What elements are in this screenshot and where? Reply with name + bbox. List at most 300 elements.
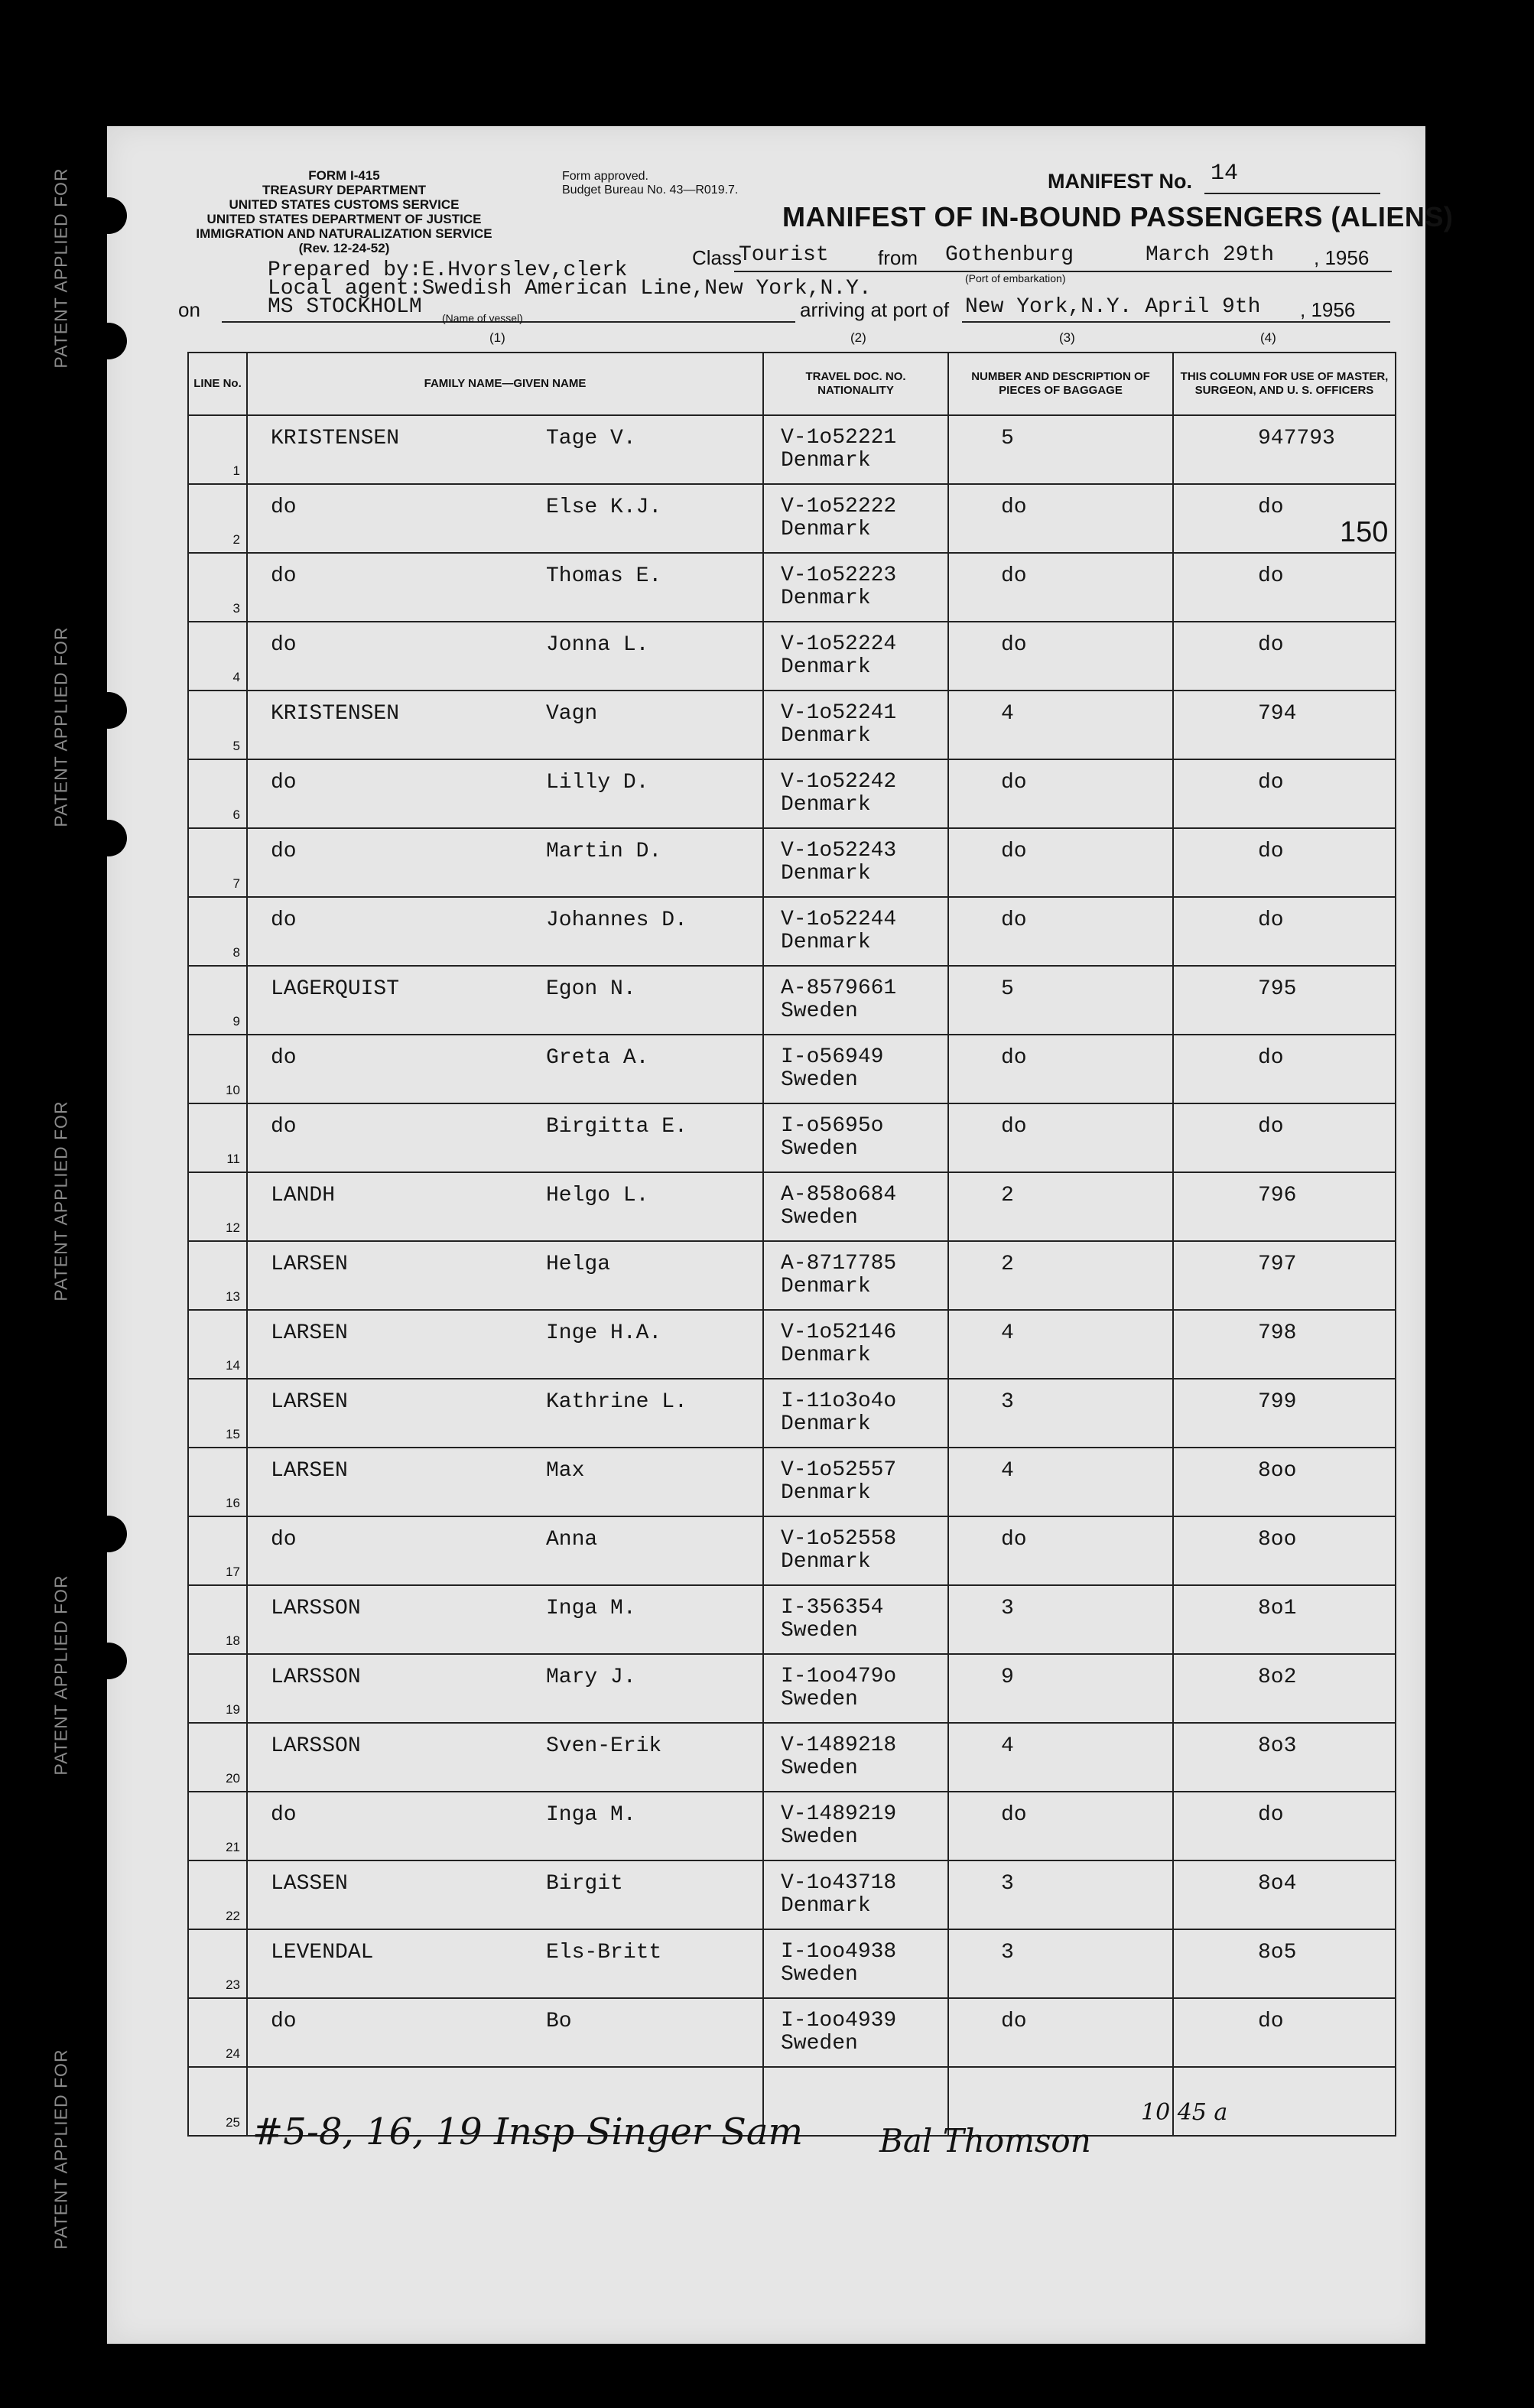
doc-cell xyxy=(763,553,948,622)
officer-mark: 8o5 xyxy=(1258,1941,1297,1964)
line-cell xyxy=(188,415,247,484)
name-cell xyxy=(247,1998,763,2067)
line-number: 1 xyxy=(232,463,240,478)
class-value: Tourist xyxy=(739,243,829,267)
baggage-count: 4 xyxy=(1001,1734,1014,1758)
travel-doc xyxy=(781,1941,896,1987)
form-approved xyxy=(562,170,738,197)
travel-doc xyxy=(781,771,896,817)
baggage-cell xyxy=(948,1998,1173,2067)
family-name: do xyxy=(271,840,297,863)
officer-mark: do xyxy=(1258,1046,1284,1070)
family-name: do xyxy=(271,633,297,657)
family-name: LASSEN xyxy=(271,1872,348,1896)
travel-doc xyxy=(781,977,896,1023)
baggage-cell xyxy=(948,415,1173,484)
table-row xyxy=(188,1516,1396,1585)
from-label: from xyxy=(878,246,918,269)
nationality: Denmark xyxy=(781,655,871,679)
prepared-by: Prepared by:E.Hvorslev,clerk xyxy=(268,258,628,282)
name-cell xyxy=(247,1448,763,1516)
nationality: Denmark xyxy=(781,931,871,954)
baggage-count: 3 xyxy=(1001,1597,1014,1620)
officer-cell xyxy=(1173,1379,1396,1448)
given-name: Bo xyxy=(546,2010,572,2033)
header-doc: TRAVEL DOC. NO. NATIONALITY xyxy=(763,353,948,415)
line-number: 14 xyxy=(226,1358,240,1373)
name-cell xyxy=(247,1585,763,1654)
family-name: do xyxy=(271,771,297,795)
travel-doc xyxy=(781,908,896,954)
doc-cell xyxy=(763,1654,948,1723)
given-name: Inga M. xyxy=(546,1597,636,1620)
baggage-count: 9 xyxy=(1001,1665,1014,1689)
line-number: 20 xyxy=(226,1771,240,1786)
baggage-count: do xyxy=(1001,496,1027,519)
doc-cell xyxy=(763,1516,948,1585)
doc-number: V-1o52241 xyxy=(781,701,897,725)
doc-cell xyxy=(763,1103,948,1172)
doc-number: V-1o52224 xyxy=(781,632,897,656)
punch-hole xyxy=(90,692,127,729)
given-name: Max xyxy=(546,1459,585,1483)
doc-cell xyxy=(763,1448,948,1516)
table-row xyxy=(188,1172,1396,1241)
travel-doc xyxy=(781,1803,896,1849)
baggage-cell xyxy=(948,1448,1173,1516)
name-cell xyxy=(247,484,763,553)
line-number: 3 xyxy=(232,601,240,616)
name-cell xyxy=(247,553,763,622)
nationality: Denmark xyxy=(781,724,871,748)
officer-cell xyxy=(1173,1241,1396,1310)
officer-mark: do xyxy=(1258,1115,1284,1139)
table-row xyxy=(188,1035,1396,1103)
doc-number: V-1o52222 xyxy=(781,495,897,518)
punch-hole xyxy=(90,323,127,359)
line-number: 24 xyxy=(226,2046,240,2061)
dept-treasury: TREASURY DEPARTMENT xyxy=(262,183,427,197)
officer-mark: 8oo xyxy=(1258,1459,1297,1483)
nationality: Sweden xyxy=(781,1756,858,1780)
baggage-cell xyxy=(948,1241,1173,1310)
officer-cell xyxy=(1173,1310,1396,1379)
family-name: do xyxy=(271,1803,297,1827)
officer-cell xyxy=(1173,553,1396,622)
line-number: 21 xyxy=(226,1840,240,1854)
table-row xyxy=(188,1723,1396,1792)
officer-mark: 8o3 xyxy=(1258,1734,1297,1758)
officer-mark: 799 xyxy=(1258,1390,1297,1414)
line-cell xyxy=(188,1379,247,1448)
line-number: 8 xyxy=(232,945,240,960)
doc-cell xyxy=(763,759,948,828)
departure-year: , 1956 xyxy=(1314,246,1370,269)
baggage-count: do xyxy=(1001,840,1027,863)
nationality: Sweden xyxy=(781,1963,858,1987)
line-number: 23 xyxy=(226,1977,240,1992)
name-cell xyxy=(247,897,763,966)
line-cell xyxy=(188,484,247,553)
travel-doc xyxy=(781,702,896,748)
officer-mark: do xyxy=(1258,564,1284,588)
line-number: 5 xyxy=(232,739,240,753)
travel-doc xyxy=(781,1597,883,1643)
nationality: Denmark xyxy=(781,862,871,886)
officer-cell xyxy=(1173,1172,1396,1241)
travel-doc xyxy=(781,1734,896,1780)
officer-cell xyxy=(1173,897,1396,966)
header-line-no: LINE No. xyxy=(188,353,247,415)
baggage-count: 2 xyxy=(1001,1184,1014,1207)
doc-cell xyxy=(763,1310,948,1379)
travel-doc xyxy=(781,1253,896,1298)
officer-mark: 794 xyxy=(1258,702,1297,726)
officer-cell xyxy=(1173,484,1396,553)
given-name: Martin D. xyxy=(546,840,662,863)
inspection-time: 10 45 a xyxy=(1141,2099,1228,2126)
officer-mark: do xyxy=(1258,1803,1284,1827)
given-name: Birgit xyxy=(546,1872,623,1896)
nationality: Sweden xyxy=(781,1137,858,1161)
name-cell xyxy=(247,1103,763,1172)
doc-number: I-356354 xyxy=(781,1596,884,1620)
nationality: Sweden xyxy=(781,2032,858,2055)
doc-number: A-858o684 xyxy=(781,1183,897,1207)
dept-justice: UNITED STATES DEPARTMENT OF JUSTICE xyxy=(206,212,482,226)
form-id: FORM I-415 xyxy=(308,168,380,183)
doc-number: I-1oo479o xyxy=(781,1665,897,1688)
nationality: Denmark xyxy=(781,1344,871,1367)
officer-cell xyxy=(1173,1723,1396,1792)
arrival-underline xyxy=(962,321,1390,323)
travel-doc xyxy=(781,840,896,886)
doc-cell xyxy=(763,1723,948,1792)
line-number: 18 xyxy=(226,1633,240,1648)
family-name: LARSEN xyxy=(271,1459,348,1483)
family-name: do xyxy=(271,908,297,932)
line-cell xyxy=(188,759,247,828)
family-name: LARSEN xyxy=(271,1253,348,1276)
line-cell xyxy=(188,966,247,1035)
port-embark-caption: (Port of embarkation) xyxy=(965,272,1066,284)
family-name: LARSSON xyxy=(271,1597,361,1620)
travel-doc xyxy=(781,1459,896,1505)
vessel-name: MS STOCKHOLM xyxy=(268,295,422,319)
doc-cell xyxy=(763,1241,948,1310)
side-label: PATENT APPLIED FOR xyxy=(50,626,71,827)
nationality: Denmark xyxy=(781,518,871,541)
line-cell xyxy=(188,1103,247,1172)
officer-mark: 795 xyxy=(1258,977,1297,1001)
table-row xyxy=(188,897,1396,966)
baggage-cell xyxy=(948,966,1173,1035)
name-cell xyxy=(247,691,763,759)
doc-cell xyxy=(763,1860,948,1929)
line-cell xyxy=(188,1929,247,1998)
manifest-underline xyxy=(1204,193,1380,194)
name-cell xyxy=(247,1860,763,1929)
baggage-cell xyxy=(948,1723,1173,1792)
table-row xyxy=(188,1310,1396,1379)
on-label: on xyxy=(178,298,200,321)
class-label: Class xyxy=(692,246,743,269)
doc-cell xyxy=(763,1929,948,1998)
baggage-count: do xyxy=(1001,2010,1027,2033)
given-name: Thomas E. xyxy=(546,564,662,588)
col-num-1: (1) xyxy=(489,330,505,345)
line-cell xyxy=(188,622,247,691)
baggage-count: 5 xyxy=(1001,977,1014,1001)
travel-doc xyxy=(781,564,896,610)
punch-hole xyxy=(90,820,127,856)
family-name: KRISTENSEN xyxy=(271,427,400,450)
doc-number: V-1o52146 xyxy=(781,1321,897,1344)
line-cell xyxy=(188,1723,247,1792)
line-cell xyxy=(188,897,247,966)
baggage-count: 4 xyxy=(1001,1459,1014,1483)
officer-mark: do xyxy=(1258,840,1284,863)
baggage-count: do xyxy=(1001,1115,1027,1139)
officer-cell xyxy=(1173,1585,1396,1654)
officer-mark: 8oo xyxy=(1258,1528,1297,1552)
table-row xyxy=(188,1448,1396,1516)
family-name: do xyxy=(271,1046,297,1070)
col-num-3: (3) xyxy=(1059,330,1075,345)
officer-cell xyxy=(1173,1792,1396,1860)
doc-cell xyxy=(763,828,948,897)
officer-cell xyxy=(1173,1654,1396,1723)
baggage-cell xyxy=(948,1516,1173,1585)
punch-hole xyxy=(90,197,127,234)
table-row xyxy=(188,1860,1396,1929)
line-cell xyxy=(188,1448,247,1516)
family-name: LARSEN xyxy=(271,1390,348,1414)
baggage-cell xyxy=(948,897,1173,966)
line-number: 25 xyxy=(226,2115,240,2130)
name-cell xyxy=(247,1035,763,1103)
line-number: 7 xyxy=(232,876,240,891)
line-cell xyxy=(188,1998,247,2067)
header-name: FAMILY NAME—GIVEN NAME xyxy=(247,353,763,415)
approved-line: Form approved. xyxy=(562,170,648,183)
officer-mark: 8o1 xyxy=(1258,1597,1297,1620)
margin-number: 150 xyxy=(1340,516,1389,548)
doc-number: V-1o52558 xyxy=(781,1527,897,1551)
doc-number: V-1o52242 xyxy=(781,770,897,794)
table-row xyxy=(188,691,1396,759)
side-label: PATENT APPLIED FOR xyxy=(50,1574,71,1776)
travel-doc xyxy=(781,1321,896,1367)
doc-cell xyxy=(763,1035,948,1103)
given-name: Helga xyxy=(546,1253,611,1276)
line-cell xyxy=(188,1792,247,1860)
travel-doc xyxy=(781,496,896,541)
nationality: Denmark xyxy=(781,449,871,473)
line-number: 12 xyxy=(226,1220,240,1235)
baggage-cell xyxy=(948,1929,1173,1998)
line-cell xyxy=(188,691,247,759)
baggage-cell xyxy=(948,1035,1173,1103)
officer-cell xyxy=(1173,622,1396,691)
baggage-count: 3 xyxy=(1001,1390,1014,1414)
line-cell xyxy=(188,1241,247,1310)
col-num-2: (2) xyxy=(850,330,866,345)
baggage-count: 2 xyxy=(1001,1253,1014,1276)
baggage-cell xyxy=(948,622,1173,691)
given-name: Inga M. xyxy=(546,1803,636,1827)
doc-cell xyxy=(763,484,948,553)
header-baggage: NUMBER AND DESCRIPTION OF PIECES OF BAGGAGE xyxy=(948,353,1173,415)
officer-cell xyxy=(1173,1035,1396,1103)
nationality: Denmark xyxy=(781,1481,871,1505)
baggage-cell xyxy=(948,484,1173,553)
baggage-cell xyxy=(948,1379,1173,1448)
arrival-port-date: New York,N.Y. April 9th xyxy=(965,295,1261,319)
officer-signature: Bal Thomson xyxy=(879,2122,1091,2159)
name-cell xyxy=(247,415,763,484)
given-name: Anna xyxy=(546,1528,598,1552)
line-cell xyxy=(188,1035,247,1103)
name-cell xyxy=(247,828,763,897)
table-row xyxy=(188,1585,1396,1654)
given-name: Kathrine L. xyxy=(546,1390,687,1414)
baggage-cell xyxy=(948,1103,1173,1172)
nationality: Denmark xyxy=(781,1550,871,1574)
baggage-cell xyxy=(948,553,1173,622)
officer-cell xyxy=(1173,691,1396,759)
officer-mark: do xyxy=(1258,771,1284,795)
doc-number: I-o5695o xyxy=(781,1114,884,1138)
baggage-cell xyxy=(948,1310,1173,1379)
doc-number: I-11o3o4o xyxy=(781,1389,897,1413)
family-name: do xyxy=(271,496,297,519)
baggage-cell xyxy=(948,1654,1173,1723)
nationality: Denmark xyxy=(781,587,871,610)
name-cell xyxy=(247,1654,763,1723)
officer-mark: do xyxy=(1258,633,1284,657)
manifest-table-area xyxy=(187,352,1395,2176)
given-name: Johannes D. xyxy=(546,908,687,932)
line-number: 2 xyxy=(232,532,240,547)
line-number: 9 xyxy=(232,1014,240,1029)
form-header-block xyxy=(184,168,505,255)
table-header-row xyxy=(188,353,1396,415)
line-number: 10 xyxy=(226,1083,240,1097)
officer-cell xyxy=(1173,759,1396,828)
family-name: do xyxy=(271,2010,297,2033)
table-row xyxy=(188,622,1396,691)
given-name: Mary J. xyxy=(546,1665,636,1689)
officer-cell xyxy=(1173,415,1396,484)
baggage-count: do xyxy=(1001,908,1027,932)
family-name: LARSEN xyxy=(271,1321,348,1345)
departure-date: March 29th xyxy=(1146,243,1275,267)
doc-number: V-1o52221 xyxy=(781,426,897,450)
punch-hole xyxy=(90,1516,127,1552)
nationality: Sweden xyxy=(781,1206,858,1230)
family-name: do xyxy=(271,1528,297,1552)
line-cell xyxy=(188,828,247,897)
line-number: 6 xyxy=(232,808,240,822)
baggage-count: do xyxy=(1001,1046,1027,1070)
doc-cell xyxy=(763,415,948,484)
officer-cell xyxy=(1173,1448,1396,1516)
doc-cell xyxy=(763,1998,948,2067)
officer-cell xyxy=(1173,828,1396,897)
name-cell xyxy=(247,1929,763,1998)
family-name: KRISTENSEN xyxy=(271,702,400,726)
dept-customs: UNITED STATES CUSTOMS SERVICE xyxy=(229,197,460,212)
doc-number: I-o56949 xyxy=(781,1045,884,1069)
line-cell xyxy=(188,1310,247,1379)
travel-doc xyxy=(781,1046,883,1092)
travel-doc xyxy=(781,1115,883,1161)
officer-cell xyxy=(1173,1998,1396,2067)
baggage-count: do xyxy=(1001,1528,1027,1552)
given-name: Sven-Erik xyxy=(546,1734,662,1758)
doc-cell xyxy=(763,897,948,966)
given-name: Jonna L. xyxy=(546,633,649,657)
table-row xyxy=(188,1998,1396,2067)
baggage-count: 5 xyxy=(1001,427,1014,450)
travel-doc xyxy=(781,633,896,679)
table-row xyxy=(188,553,1396,622)
given-name: Tage V. xyxy=(546,427,636,450)
arriving-label: arriving at port of xyxy=(800,298,950,321)
table-row xyxy=(188,759,1396,828)
name-cell xyxy=(247,1310,763,1379)
line-number: 11 xyxy=(226,1152,240,1166)
family-name: LAGERQUIST xyxy=(271,977,400,1001)
side-label: PATENT APPLIED FOR xyxy=(50,1100,71,1301)
officer-mark: 947793 xyxy=(1258,427,1335,450)
given-name: Else K.J. xyxy=(546,496,662,519)
family-name: LARSSON xyxy=(271,1734,361,1758)
port-embarkation: Gothenburg xyxy=(945,243,1074,267)
given-name: Els-Britt xyxy=(546,1941,662,1964)
line-number: 16 xyxy=(226,1496,240,1510)
family-name: LEVENDAL xyxy=(271,1941,374,1964)
given-name: Birgitta E. xyxy=(546,1115,687,1139)
given-name: Greta A. xyxy=(546,1046,649,1070)
header-officers: THIS COLUMN FOR USE OF MASTER, SURGEON, AND U. S. OFFICERS xyxy=(1173,353,1396,415)
officer-cell xyxy=(1173,1103,1396,1172)
table-row xyxy=(188,1792,1396,1860)
table-row xyxy=(188,484,1396,553)
given-name: Helgo L. xyxy=(546,1184,649,1207)
given-name: Inge H.A. xyxy=(546,1321,662,1345)
officer-cell xyxy=(1173,1860,1396,1929)
page-title: MANIFEST OF IN-BOUND PASSENGERS (ALIENS) xyxy=(782,201,1454,232)
doc-cell xyxy=(763,966,948,1035)
table-row xyxy=(188,1103,1396,1172)
officer-mark: 8o4 xyxy=(1258,1872,1297,1896)
baggage-count: do xyxy=(1001,771,1027,795)
line-cell xyxy=(188,1860,247,1929)
nationality: Sweden xyxy=(781,1825,858,1849)
doc-cell xyxy=(763,691,948,759)
local-agent: Local agent:Swedish American Line,New York,N.Y. xyxy=(268,277,872,301)
officer-mark: 796 xyxy=(1258,1184,1297,1207)
name-cell xyxy=(247,966,763,1035)
given-name: Vagn xyxy=(546,702,598,726)
manifest-table xyxy=(187,352,1396,2137)
nationality: Sweden xyxy=(781,1068,858,1092)
col-num-4: (4) xyxy=(1260,330,1276,345)
given-name: Lilly D. xyxy=(546,771,649,795)
doc-number: V-1o52243 xyxy=(781,839,897,863)
